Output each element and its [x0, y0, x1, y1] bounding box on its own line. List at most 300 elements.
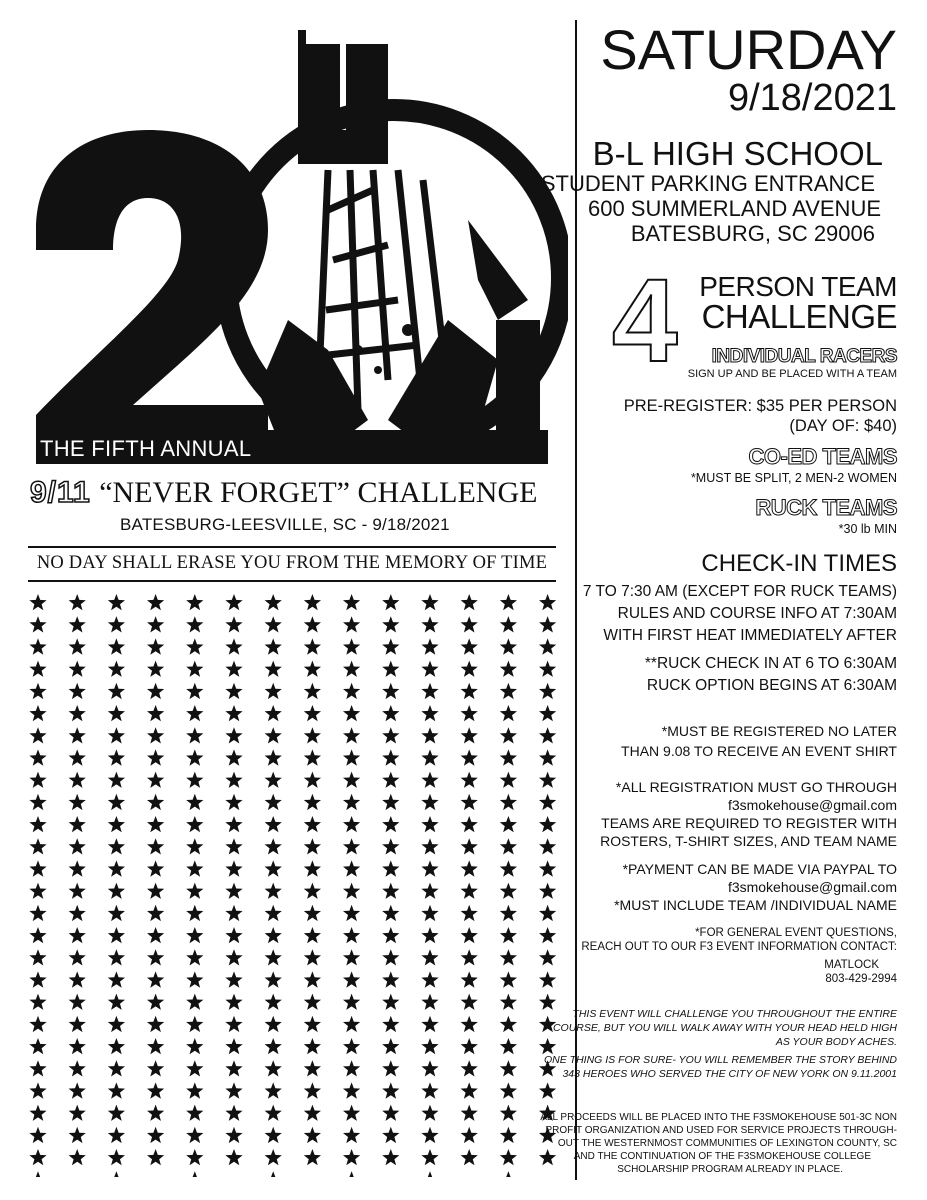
star-icon — [343, 705, 360, 721]
star-icon — [461, 794, 478, 810]
star-icon — [304, 749, 321, 765]
star-icon — [500, 705, 517, 721]
contact-name: MATLOCK — [824, 959, 879, 971]
star-icon — [186, 727, 203, 743]
star-icon — [186, 1060, 203, 1076]
star-icon — [29, 683, 46, 699]
star-icon — [225, 816, 242, 832]
contact-line: REACH OUT TO OUR F3 EVENT INFORMATION CONTACT: — [581, 941, 897, 953]
star-icon — [29, 1082, 46, 1098]
star-icon — [225, 1082, 242, 1098]
star-icon — [186, 1038, 203, 1054]
star-icon — [539, 838, 556, 854]
star-icon — [382, 727, 399, 743]
star-icon — [461, 860, 478, 876]
star-icon — [186, 594, 203, 610]
star-icon — [500, 1105, 517, 1121]
star-icon — [147, 1149, 164, 1165]
star-icon — [225, 905, 242, 921]
star-icon — [225, 1016, 242, 1032]
star-icon — [265, 905, 282, 921]
star-icon — [225, 971, 242, 987]
star-icon — [147, 994, 164, 1010]
team-size-number: 4 — [612, 255, 678, 387]
star-icon — [343, 927, 360, 943]
star-icon — [29, 661, 46, 677]
star-icon — [69, 1149, 86, 1165]
star-icon — [461, 1016, 478, 1032]
star-icon — [69, 683, 86, 699]
star-icon — [421, 1171, 438, 1177]
checkin-line: 7 TO 7:30 AM (EXCEPT FOR RUCK TEAMS) — [582, 583, 897, 600]
star-icon — [343, 816, 360, 832]
star-icon — [500, 1016, 517, 1032]
star-icon — [108, 661, 125, 677]
star-icon — [500, 949, 517, 965]
star-icon — [147, 971, 164, 987]
star-icon — [539, 971, 556, 987]
star-icon — [500, 616, 517, 632]
ruck-checkin-line: RUCK OPTION BEGINS AT 6:30AM — [646, 677, 897, 694]
star-icon — [421, 1127, 438, 1143]
star-icon — [539, 661, 556, 677]
star-icon — [304, 1016, 321, 1032]
payment-email: f3smokehouse@gmail.com — [727, 879, 897, 895]
star-icon — [382, 705, 399, 721]
star-icon — [461, 905, 478, 921]
event-title-number: 9/11 — [30, 476, 91, 509]
star-icon — [461, 594, 478, 610]
star-icon — [108, 794, 125, 810]
star-icon — [147, 1127, 164, 1143]
star-icon — [108, 883, 125, 899]
star-icon — [500, 683, 517, 699]
star-icon — [29, 838, 46, 854]
star-icon — [186, 616, 203, 632]
star-icon — [186, 794, 203, 810]
star-icon — [29, 705, 46, 721]
star-icon — [343, 905, 360, 921]
star-icon — [343, 1082, 360, 1098]
star-icon — [69, 727, 86, 743]
star-icon — [29, 727, 46, 743]
registration-line: TEAMS ARE REQUIRED TO REGISTER WITH — [601, 815, 897, 831]
star-icon — [69, 1038, 86, 1054]
star-icon — [108, 1038, 125, 1054]
star-icon — [147, 816, 164, 832]
star-icon — [265, 1082, 282, 1098]
star-icon — [186, 705, 203, 721]
star-icon — [304, 1082, 321, 1098]
star-icon — [69, 1105, 86, 1121]
star-icon — [225, 749, 242, 765]
star-icon — [147, 616, 164, 632]
star-icon — [500, 749, 517, 765]
star-icon — [265, 838, 282, 854]
star-icon — [147, 1060, 164, 1076]
star-icon — [186, 683, 203, 699]
star-icon — [108, 616, 125, 632]
star-icon — [539, 860, 556, 876]
star-icon — [382, 971, 399, 987]
star-icon — [500, 727, 517, 743]
star-icon — [343, 638, 360, 654]
star-icon — [265, 749, 282, 765]
star-icon — [500, 860, 517, 876]
star-icon — [461, 638, 478, 654]
star-icon — [265, 1038, 282, 1054]
star-icon — [29, 949, 46, 965]
star-icon — [225, 794, 242, 810]
individual-heading: INDIVIDUAL RACERS — [711, 346, 897, 367]
star-icon — [29, 616, 46, 632]
star-icon — [29, 1171, 46, 1177]
ruck-checkin-line: **RUCK CHECK IN AT 6 TO 6:30AM — [644, 655, 897, 672]
star-icon — [382, 616, 399, 632]
star-icon — [147, 949, 164, 965]
star-icon — [539, 927, 556, 943]
ruck-note: *30 lb MIN — [838, 522, 897, 536]
star-icon — [265, 816, 282, 832]
star-icon — [29, 794, 46, 810]
star-icon — [421, 838, 438, 854]
star-icon — [304, 1060, 321, 1076]
preregister-price: PRE-REGISTER: $35 PER PERSON — [623, 397, 897, 415]
star-icon — [225, 638, 242, 654]
star-icon — [29, 1016, 46, 1032]
star-icon — [500, 794, 517, 810]
star-icon — [147, 661, 164, 677]
star-icon — [343, 683, 360, 699]
star-icon — [421, 1016, 438, 1032]
star-icon — [382, 594, 399, 610]
star-icon — [539, 905, 556, 921]
star-icon — [108, 1082, 125, 1098]
star-icon — [29, 1038, 46, 1054]
star-icon — [343, 727, 360, 743]
star-icon — [382, 794, 399, 810]
registration-email: f3smokehouse@gmail.com — [727, 797, 897, 813]
star-icon — [539, 616, 556, 632]
star-icon — [539, 816, 556, 832]
star-icon — [500, 638, 517, 654]
star-icon — [147, 727, 164, 743]
star-icon — [186, 1105, 203, 1121]
day-of-price: (DAY OF: $40) — [789, 417, 897, 435]
star-icon — [461, 683, 478, 699]
star-icon — [108, 927, 125, 943]
star-icon — [382, 749, 399, 765]
star-icon — [343, 1038, 360, 1054]
star-icon — [69, 905, 86, 921]
star-icon — [69, 705, 86, 721]
proceeds-line: SCHOLARSHIP PROGRAM ALREADY IN PLACE. — [617, 1164, 843, 1175]
star-icon — [29, 883, 46, 899]
star-icon — [265, 683, 282, 699]
star-icon — [265, 1171, 282, 1177]
star-icon — [421, 1060, 438, 1076]
coed-heading: CO-ED TEAMS — [748, 444, 897, 469]
star-icon — [539, 772, 556, 788]
star-icon — [461, 616, 478, 632]
star-icon — [265, 1016, 282, 1032]
star-icon — [421, 616, 438, 632]
event-date: 9/18/2021 — [727, 77, 897, 119]
star-icon — [304, 638, 321, 654]
star-icon — [69, 749, 86, 765]
star-icon — [304, 816, 321, 832]
star-icon — [69, 838, 86, 854]
star-icon — [461, 661, 478, 677]
star-icon — [29, 1149, 46, 1165]
star-icon — [225, 883, 242, 899]
star-icon — [382, 905, 399, 921]
star-icon — [500, 1060, 517, 1076]
proceeds-line: ALL PROCEEDS WILL BE PLACED INTO THE F3SMOKEHOUSE 501-3C NON — [540, 1112, 897, 1123]
star-icon — [186, 905, 203, 921]
star-icon — [265, 949, 282, 965]
star-icon — [382, 661, 399, 677]
contact-line: *FOR GENERAL EVENT QUESTIONS, — [695, 927, 897, 939]
star-icon — [461, 772, 478, 788]
star-icon — [69, 1060, 86, 1076]
star-icon — [265, 1105, 282, 1121]
star-icon — [421, 994, 438, 1010]
star-icon — [69, 772, 86, 788]
star-icon — [225, 594, 242, 610]
star-icon — [304, 927, 321, 943]
location-date: BATESBURG-LEESVILLE, SC - 9/18/2021 — [120, 515, 450, 534]
star-icon — [304, 616, 321, 632]
star-icon — [343, 860, 360, 876]
star-icon — [186, 860, 203, 876]
star-field — [26, 592, 562, 1177]
star-icon — [108, 727, 125, 743]
event-title-name: “NEVER FORGET” CHALLENGE — [99, 476, 538, 509]
star-icon — [500, 838, 517, 854]
star-icon — [304, 949, 321, 965]
star-icon — [382, 883, 399, 899]
star-icon — [265, 1149, 282, 1165]
proceeds-line: PROFIT ORGANIZATION AND USED FOR SERVICE PROJECTS THROUGH- — [545, 1125, 897, 1136]
star-icon — [147, 838, 164, 854]
star-icon — [147, 749, 164, 765]
star-icon — [29, 772, 46, 788]
star-icon — [421, 905, 438, 921]
star-icon — [382, 1149, 399, 1165]
star-icon — [147, 905, 164, 921]
star-icon — [500, 927, 517, 943]
star-icon — [225, 683, 242, 699]
star-icon — [225, 772, 242, 788]
star-icon — [108, 1105, 125, 1121]
star-icon — [539, 994, 556, 1010]
star-icon — [461, 994, 478, 1010]
shirt-line: THAN 9.08 TO RECEIVE AN EVENT SHIRT — [621, 743, 897, 759]
star-icon — [108, 971, 125, 987]
star-icon — [147, 794, 164, 810]
star-icon — [500, 1127, 517, 1143]
star-icon — [186, 949, 203, 965]
star-icon — [421, 1038, 438, 1054]
star-icon — [382, 1105, 399, 1121]
star-icon — [421, 594, 438, 610]
proceeds-line: OUT THE WESTERNMOST COMMUNITIES OF LEXINGTON COUNTY, SC — [557, 1138, 897, 1149]
star-icon — [382, 816, 399, 832]
shirt-line: *MUST BE REGISTERED NO LATER — [661, 723, 897, 739]
star-icon — [147, 1082, 164, 1098]
star-icon — [500, 1171, 517, 1177]
star-icon — [304, 594, 321, 610]
star-icon — [186, 1082, 203, 1098]
star-icon — [461, 705, 478, 721]
star-icon — [343, 838, 360, 854]
star-icon — [225, 616, 242, 632]
star-icon — [225, 1060, 242, 1076]
star-icon — [265, 661, 282, 677]
star-icon — [343, 794, 360, 810]
star-icon — [108, 638, 125, 654]
star-icon — [69, 860, 86, 876]
star-icon — [265, 971, 282, 987]
challenge-line: COURSE, BUT YOU WILL WALK AWAY WITH YOUR HEAD HELD HIGH — [552, 1022, 897, 1034]
star-icon — [343, 1127, 360, 1143]
star-icon — [343, 661, 360, 677]
remember-line: ONE THING IS FOR SURE- YOU WILL REMEMBER THE STORY BEHIND — [544, 1054, 897, 1066]
star-icon — [108, 1171, 125, 1177]
star-icon — [108, 949, 125, 965]
star-icon — [225, 860, 242, 876]
star-icon — [421, 772, 438, 788]
star-icon — [265, 1060, 282, 1076]
star-icon — [382, 1038, 399, 1054]
event-title — [30, 476, 550, 510]
star-icon — [461, 883, 478, 899]
star-icon — [382, 949, 399, 965]
star-icon — [461, 749, 478, 765]
divider-top — [28, 546, 556, 548]
star-icon — [461, 727, 478, 743]
star-icon — [108, 1016, 125, 1032]
star-icon — [343, 594, 360, 610]
star-icon — [461, 1149, 478, 1165]
registration-line: *ALL REGISTRATION MUST GO THROUGH — [615, 779, 897, 795]
star-icon — [382, 1016, 399, 1032]
star-icon — [108, 683, 125, 699]
star-icon — [500, 994, 517, 1010]
venue-name: B-L HIGH SCHOOL — [592, 135, 883, 172]
star-icon — [265, 772, 282, 788]
star-icon — [225, 994, 242, 1010]
star-icon — [147, 594, 164, 610]
star-icon — [108, 860, 125, 876]
star-icon — [29, 816, 46, 832]
star-icon — [461, 1105, 478, 1121]
star-icon — [69, 994, 86, 1010]
star-icon — [186, 927, 203, 943]
star-icon — [343, 1016, 360, 1032]
star-icon — [265, 860, 282, 876]
star-icon — [265, 794, 282, 810]
star-icon — [108, 705, 125, 721]
star-icon — [539, 727, 556, 743]
star-icon — [108, 816, 125, 832]
star-icon — [29, 860, 46, 876]
twin-towers-logo-icon — [28, 20, 568, 490]
star-icon — [304, 727, 321, 743]
star-icon — [382, 772, 399, 788]
memory-quote: NO DAY SHALL ERASE YOU FROM THE MEMORY OF TIME — [36, 553, 548, 573]
star-icon — [539, 1038, 556, 1054]
star-icon — [421, 683, 438, 699]
star-icon — [382, 1060, 399, 1076]
star-icon — [225, 727, 242, 743]
star-icon — [69, 794, 86, 810]
star-icon — [108, 905, 125, 921]
star-icon — [304, 683, 321, 699]
star-icon — [265, 994, 282, 1010]
star-icon — [539, 683, 556, 699]
star-icon — [69, 971, 86, 987]
star-icon — [421, 1082, 438, 1098]
star-icon — [304, 661, 321, 677]
star-icon — [186, 994, 203, 1010]
star-icon — [29, 1060, 46, 1076]
star-icon — [225, 949, 242, 965]
star-icon — [225, 1149, 242, 1165]
star-icon — [29, 749, 46, 765]
star-icon — [186, 749, 203, 765]
star-icon — [304, 1127, 321, 1143]
star-icon — [29, 905, 46, 921]
star-icon — [186, 1127, 203, 1143]
star-icon — [539, 749, 556, 765]
payment-line: *MUST INCLUDE TEAM /INDIVIDUAL NAME — [614, 897, 897, 913]
star-icon — [304, 1105, 321, 1121]
star-icon — [539, 594, 556, 610]
star-icon — [186, 883, 203, 899]
star-icon — [343, 616, 360, 632]
star-icon — [147, 860, 164, 876]
star-icon — [500, 883, 517, 899]
star-icon — [382, 1127, 399, 1143]
star-icon — [539, 705, 556, 721]
star-icon — [147, 1016, 164, 1032]
star-icon — [421, 927, 438, 943]
star-icon — [225, 1038, 242, 1054]
team-heading-line2: CHALLENGE — [701, 298, 897, 335]
star-icon — [69, 616, 86, 632]
star-icon — [29, 927, 46, 943]
star-icon — [461, 838, 478, 854]
star-icon — [225, 1105, 242, 1121]
star-icon — [421, 727, 438, 743]
star-icon — [304, 772, 321, 788]
event-day: SATURDAY — [600, 18, 897, 81]
star-icon — [186, 1171, 203, 1177]
star-icon — [461, 1127, 478, 1143]
star-icon — [186, 1016, 203, 1032]
star-icon — [421, 661, 438, 677]
star-icon — [186, 661, 203, 677]
challenge-line: THIS EVENT WILL CHALLENGE YOU THROUGHOUT THE ENTIRE — [572, 1008, 897, 1020]
address-line: STUDENT PARKING ENTRANCE — [540, 171, 875, 196]
star-icon — [461, 1038, 478, 1054]
star-icon — [421, 949, 438, 965]
star-icon — [539, 949, 556, 965]
star-icon — [265, 927, 282, 943]
star-icon — [69, 1016, 86, 1032]
